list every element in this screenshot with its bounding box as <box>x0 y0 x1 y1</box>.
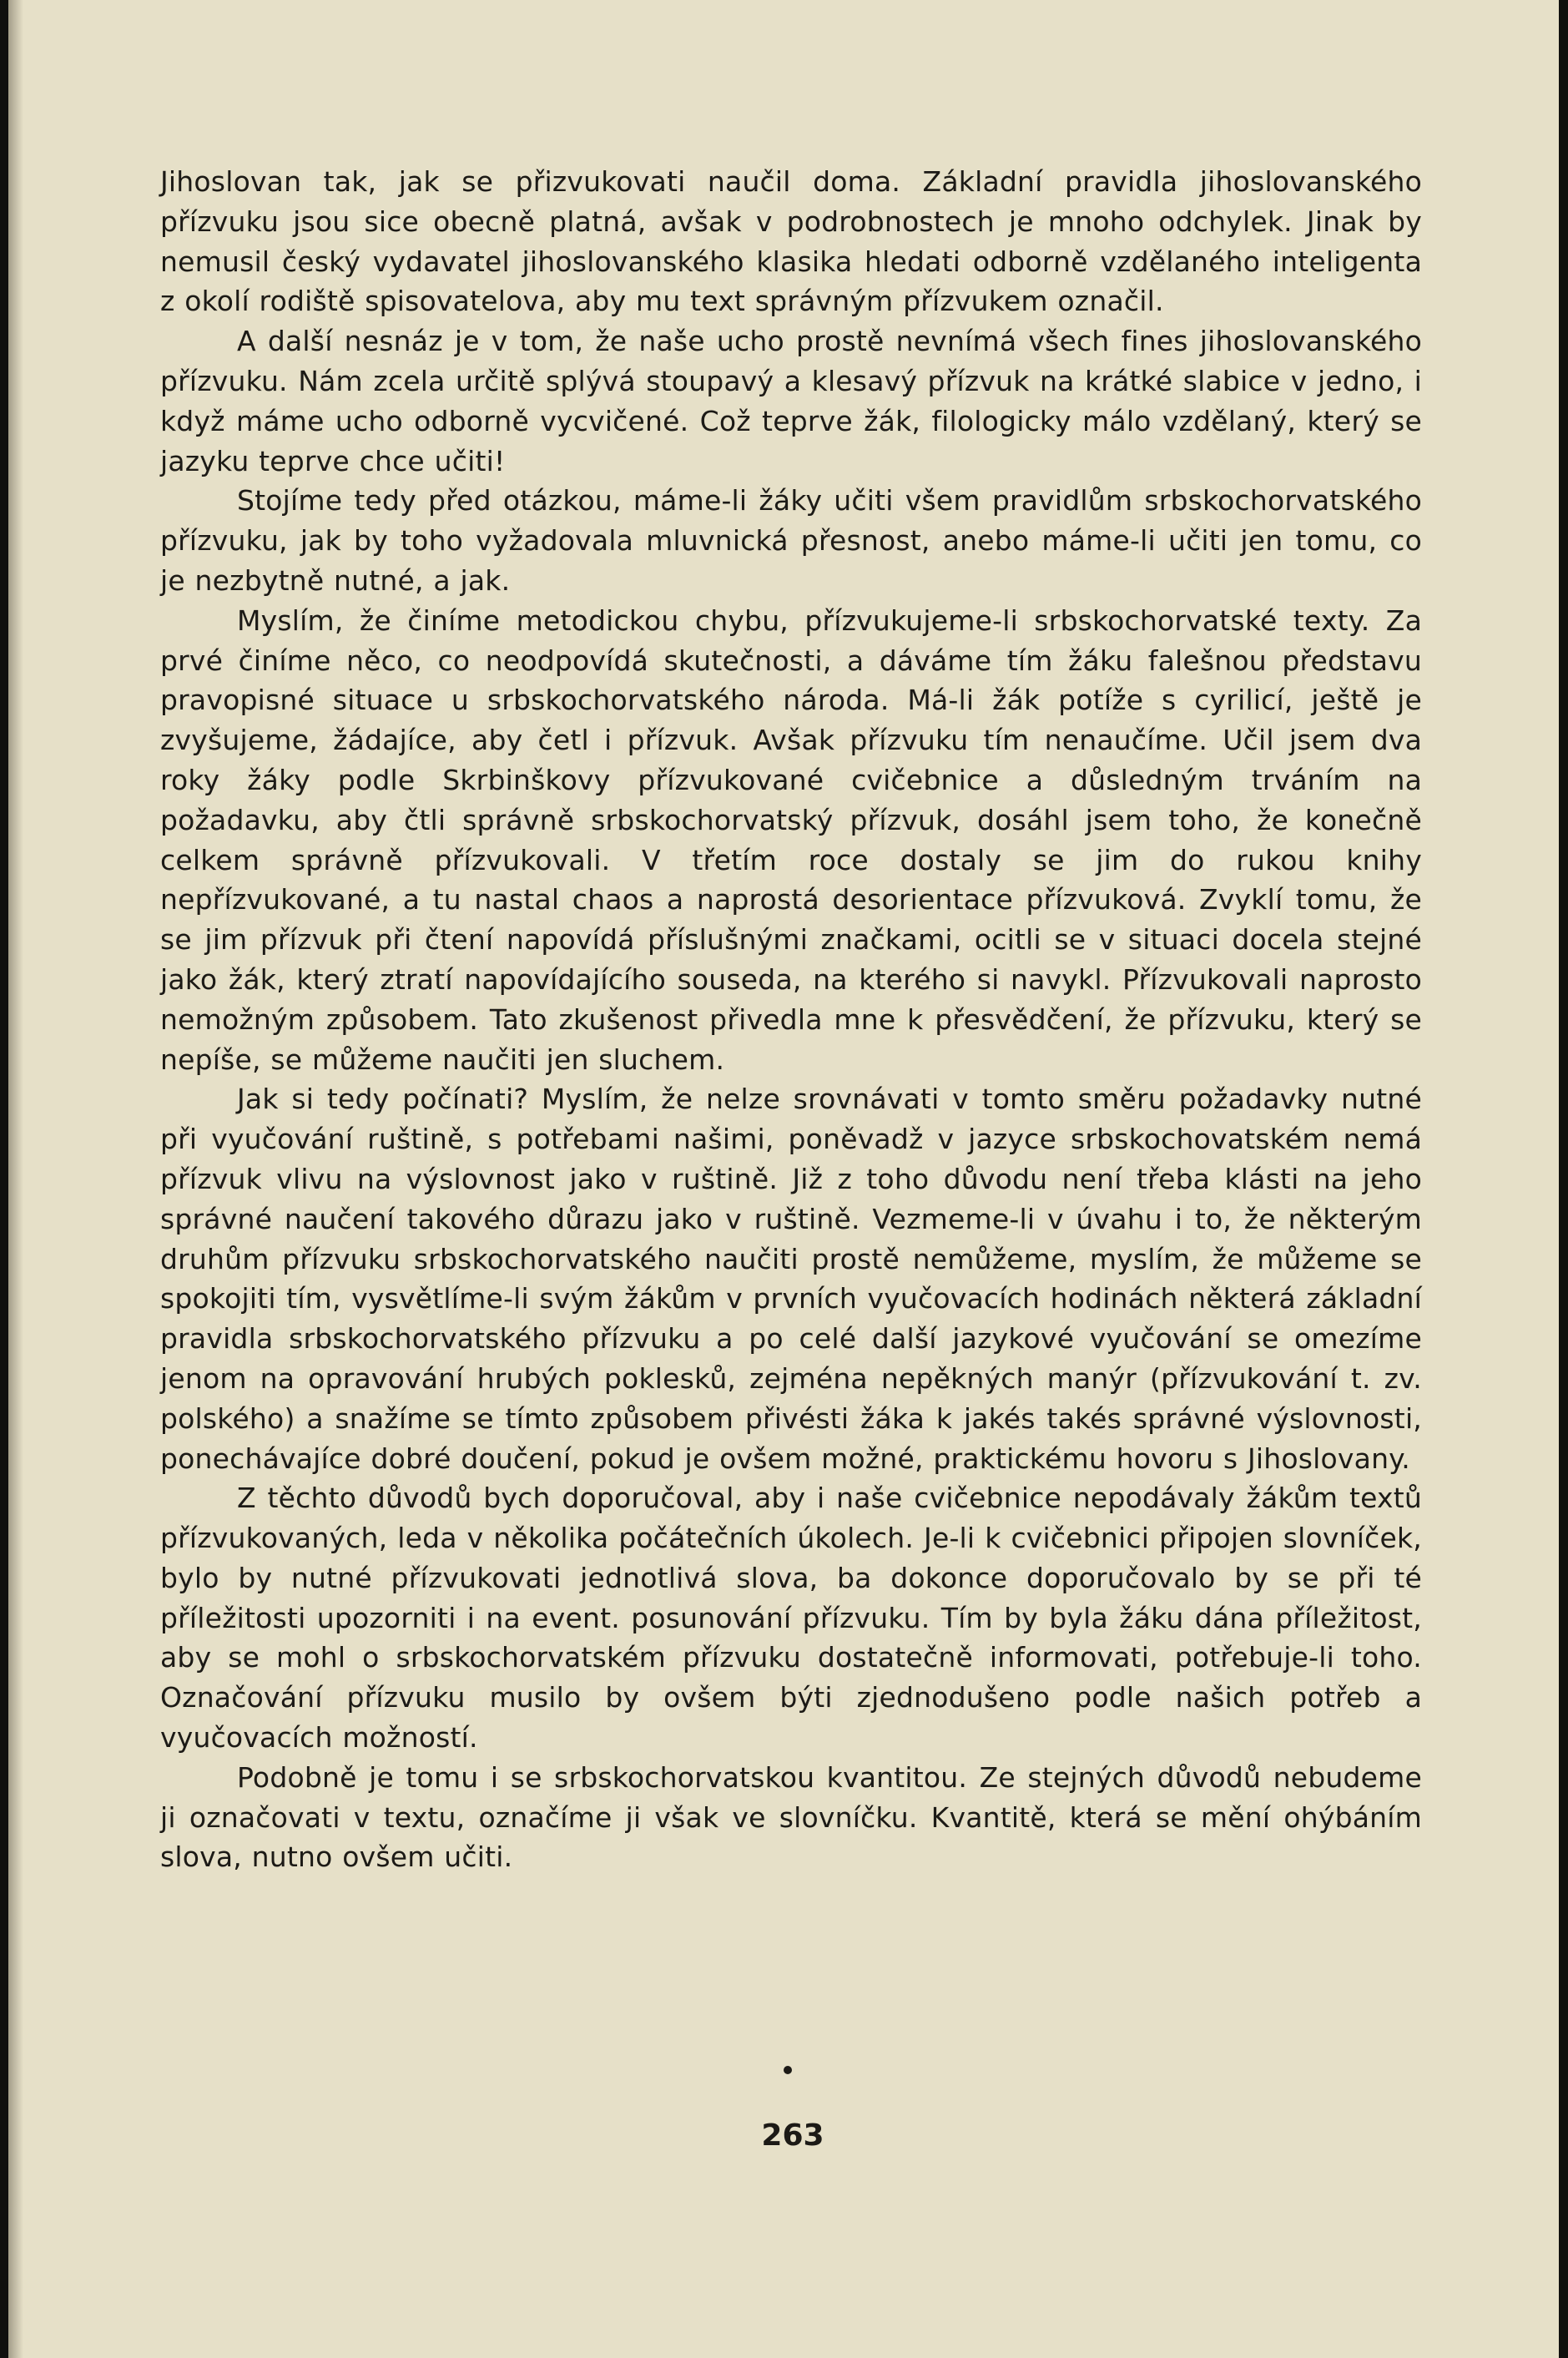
paragraph-5: Jak si tedy počínati? Myslím, že nelze srovnávati v tomto směru požadavky nutné při vyučování ruštině, s potřebami našimi, poněvadž v jazyce srbskochovatském nemá přízvuk vlivu na výslovnost jako v ruštině. Již z toho důvodu není třeba klásti na jeho správné naučení takového důrazu jako v ruštině. Vezmeme-li v úvahu i to, že některým druhům přízvuku srbskochorvatského naučiti prostě nemůžeme, myslím, že můžeme se spokojiti tím, vysvětlíme-li svým žákům v prvních vyučovacích hodinách některá základní pravidla srbskochorvatského přízvuku a po celé další jazykové vyučování se omezíme jenom na opravování hrubých poklesků, zejména nepěkných manýr (přízvukování t. zv. polského) a snažíme se tímto způsobem přivésti žáka k jakés takés správné výslovnosti, ponechávajíce dobré doučení, pokud je ovšem možné, praktickému hovoru s Jihoslovany. <box>160 1083 1422 1475</box>
paragraph-6: Z těchto důvodů bych doporučoval, aby i naše cvičebnice nepodávaly žákům textů přízvukovaných, leda v několika počátečních úkolech. Je-li k cvičebnici připojen slovníček, bylo by nutné přízvukovati jednotlivá slova, ba dokonce doporučovalo by se při té příležitosti upozorniti i na event. posunování přízvuku. Tím by byla žáku dána příležitost, aby se mohl o srbskochorvatském přízvuku dostatečně informovati, potřebuje-li toho. Označování přízvuku musilo by ovšem býti zjednodušeno podle našich potřeb a vyučovacích možností. <box>160 1482 1422 1755</box>
paragraph-1: Jihoslovan tak, jak se přizvukovati naučil doma. Základní pravidla jihoslovanského přízvuku jsou sice obecně platná, avšak v podrobnostech je mnoho odchylek. Jinak by nemusil český vydavatel jihoslovanského klasika hledati odborně vzdělaného inteligenta z okolí rodiště spisovatelova, aby mu text správným přízvukem označil. <box>160 165 1422 318</box>
dot-ornament <box>784 2066 792 2074</box>
page-number: 263 <box>761 2118 824 2153</box>
paragraph-3: Stojíme tedy před otázkou, máme-li žáky učiti všem pravidlům srbskochorvatského přízvuku, jak by toho vyžadovala mluvnická přesnost, anebo máme-li učiti jen tomu, co je nezbytně nutné, a jak. <box>160 484 1422 597</box>
paragraph-4: Myslím, že činíme metodickou chybu, přízvukujeme-li srbskochorvatské texty. Za prvé činíme něco, co neodpovídá skutečnosti, a dáváme tím žáku falešnou představu pravopisné situace u srbskochorvatského národa. Má-li žák potíže s cyrilicí, ještě je zvyšujeme, žádajíce, aby četl i přízvuk. Avšak přízvuku tím nenaučíme. Učil jsem dva roky žáky podle Skrbinškovy přízvukované cvičebnice a důsledným trváním na požadavku, aby čtli správně srbskochorvatský přízvuk, dosáhl jsem toho, že konečně celkem správně přízvukovali. V třetím roce dostaly se jim do rukou knihy nepřízvukované, a tu nastal chaos a naprostá desorientace přízvuková. Zvyklí tomu, že se jim přízvuk při čtení napovídá příslušnými značkami, ocitli se v situaci docela stejné jako žák, který ztratí napovídajícího souseda, na kterého si navykl. Přízvukovali naprosto nemožným způsobem. Tato zkušenost přivedla mne k přesvědčení, že přízvuku, který se nepíše, se můžeme naučiti jen sluchem. <box>160 603 1422 1076</box>
paragraph-2: A další nesnáz je v tom, že naše ucho prostě nevnímá všech fines jihoslovanského přízvuku. Nám zcela určitě splývá stoupavý a klesavý přízvuk na krátké slabice v jedno, i když máme ucho odborně vycvičené. Což teprve žák, filologicky málo vzdělaný, který se jazyku teprve chce učiti! <box>160 325 1422 477</box>
paragraph-7: Podobně je tomu i se srbskochorvatskou kvantitou. Ze stejných důvodů nebudeme ji označovati v textu, označíme ji však ve slovníčku. Kvantitě, která se mění ohýbáním slova, nutno ovšem učiti. <box>160 1760 1422 1874</box>
page-edge-shadow <box>8 0 23 2358</box>
body-text <box>160 162 1422 1877</box>
document-page <box>8 0 1559 2358</box>
